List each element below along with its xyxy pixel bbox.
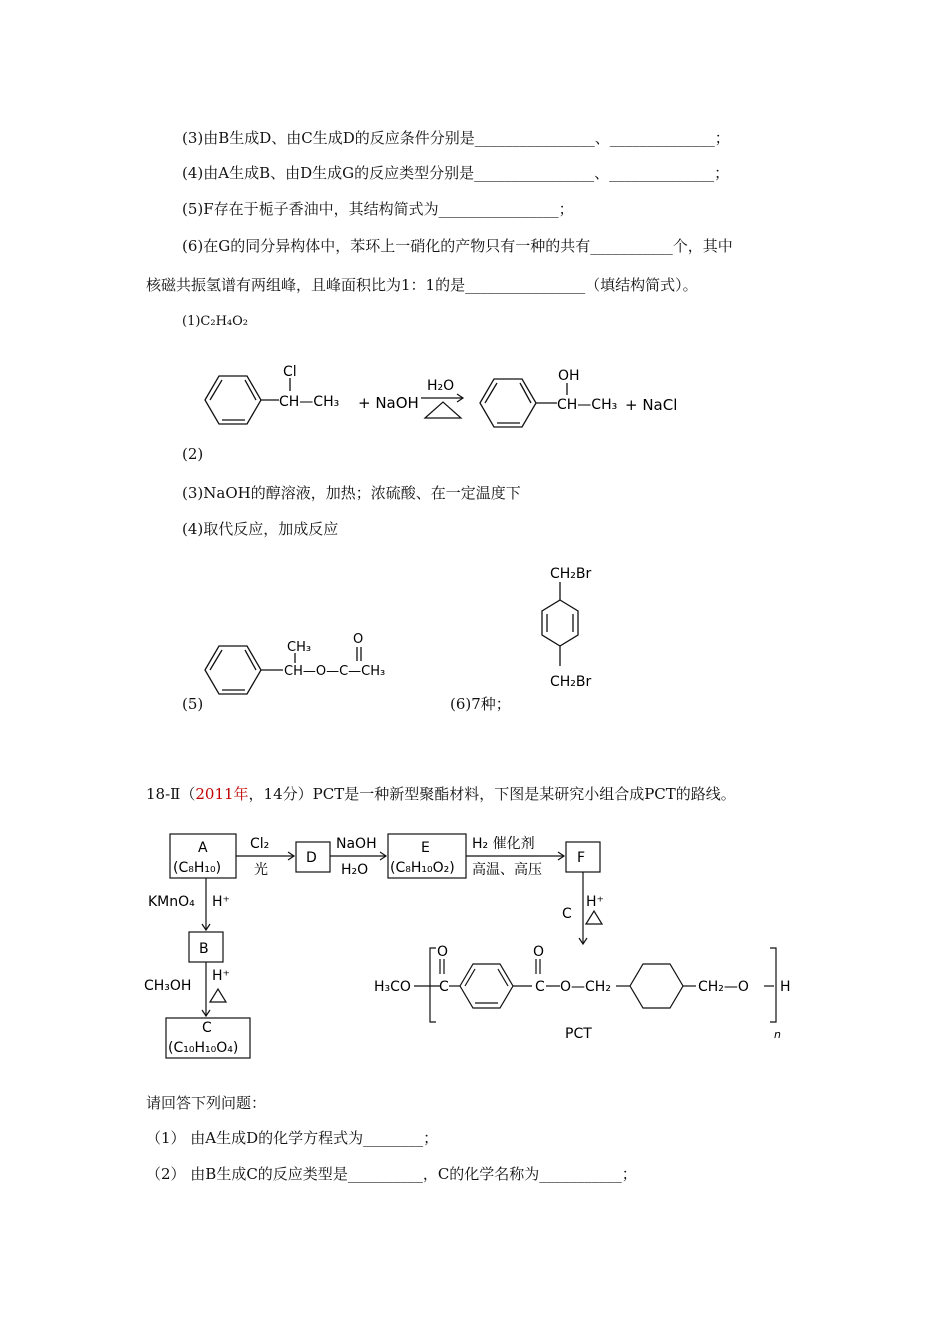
label-n: n	[774, 1028, 781, 1041]
label-e-formula: (C₈H₁₀O₂)	[390, 860, 455, 876]
water-label: H₂O	[427, 378, 455, 394]
part2-heading	[146, 784, 736, 804]
label-h-end: H	[780, 979, 791, 995]
question-6-line2: 核磁共振氢谱有两组峰，且峰面积比为1：1的是________________（填结构简式）。	[146, 276, 698, 294]
heading-prefix: 18-Ⅱ（	[146, 785, 196, 803]
nacl-plus: + NaCl	[625, 396, 678, 414]
label-ch2-o: CH₂—O	[698, 979, 749, 995]
part2-question-1: （1） 由A生成D的化学方程式为________；	[146, 1129, 439, 1147]
answer-1: (1)C₂H₄O₂	[182, 314, 248, 329]
label-light: 光	[254, 862, 268, 878]
dibromide-top: CH₂Br	[550, 566, 592, 582]
label-hplus: H⁺	[212, 894, 230, 910]
reaction-equation	[195, 358, 695, 438]
product-ch-ch3: CH—CH₃	[557, 397, 618, 413]
label-c-formula: (C₁₀H₁₀O₄)	[168, 1040, 239, 1056]
dibromide-structure	[520, 560, 630, 700]
delta-shape	[210, 989, 226, 1002]
dibromide-ring	[542, 582, 578, 666]
cl-label: Cl	[283, 364, 297, 380]
ester-structure	[195, 625, 425, 705]
question-3: (3)由B生成D、由C生成D的反应条件分别是________________、______________；	[182, 129, 730, 147]
question-6-line1: (6)在G的同分异构体中，苯环上一硝化的产物只有一种的共有___________个，其中	[182, 237, 733, 255]
label-o2: O	[533, 944, 545, 960]
oh-label: OH	[558, 368, 580, 384]
ester-chain: CH—O—C—CH₃	[284, 664, 386, 679]
ester-ch3-top: CH₃	[287, 640, 312, 655]
benzene-ring-product	[480, 379, 567, 427]
label-e: E	[421, 840, 430, 856]
prompt: 请回答下列问题：	[146, 1094, 267, 1112]
answer-2: (2)	[182, 445, 204, 463]
label-o1: O	[437, 944, 449, 960]
ch-ch3-label: CH—CH₃	[279, 394, 340, 410]
label-f: F	[577, 850, 586, 866]
label-hplus-2: H⁺	[212, 968, 230, 984]
label-pct: PCT	[565, 1026, 592, 1042]
answer-3: (3)NaOH的醇溶液，加热；浓硫酸、在一定温度下	[182, 484, 521, 502]
label-kmno4: KMnO₄	[148, 894, 195, 910]
label-d: D	[306, 850, 317, 866]
label-high-temp-pressure: 高温、高压	[472, 862, 542, 878]
reaction-arrow	[421, 394, 463, 418]
label-a-formula: (C₈H₁₀)	[173, 860, 222, 876]
answer-6: (6)7种；	[450, 695, 511, 713]
delta-shape-2	[586, 911, 602, 924]
label-o-ch2: O—CH₂	[560, 979, 611, 995]
label-c-reagent: C	[562, 906, 572, 922]
dibromide-bottom: CH₂Br	[550, 674, 592, 690]
benzene-ring	[205, 376, 290, 424]
part2-question-2: （2） 由B生成C的反应类型是__________，C的化学名称为___________；	[146, 1165, 637, 1183]
label-naoh: NaOH	[336, 836, 377, 852]
question-5: (5)F存在于栀子香油中，其结构简式为________________；	[182, 200, 574, 218]
label-hplus-3: H⁺	[586, 894, 604, 910]
pct-synthesis-scheme	[140, 826, 810, 1066]
label-b: B	[199, 941, 209, 957]
answer-5: (5)	[182, 695, 204, 713]
label-cl2: Cl₂	[250, 836, 270, 852]
label-h3co: H₃CO	[374, 979, 411, 995]
ester-o-top: O	[353, 632, 364, 647]
label-c1: C	[439, 979, 449, 995]
label-ch3oh: CH₃OH	[144, 978, 192, 994]
label-h2-catalyst: H₂ 催化剂	[472, 836, 535, 852]
heading-suffix: ，14分）PCT是一种新型聚酯材料，下图是某研究小组合成PCT的路线。	[248, 785, 736, 803]
label-h2o: H₂O	[341, 862, 369, 878]
naoh-plus: + NaOH	[358, 394, 419, 412]
heading-year: 2011年	[195, 785, 249, 803]
question-4: (4)由A生成B、由D生成G的反应类型分别是________________、______________；	[182, 164, 730, 182]
answer-4: (4)取代反应，加成反应	[182, 520, 339, 538]
label-a: A	[198, 840, 208, 856]
label-c2: C	[535, 979, 545, 995]
label-c: C	[202, 1020, 212, 1036]
